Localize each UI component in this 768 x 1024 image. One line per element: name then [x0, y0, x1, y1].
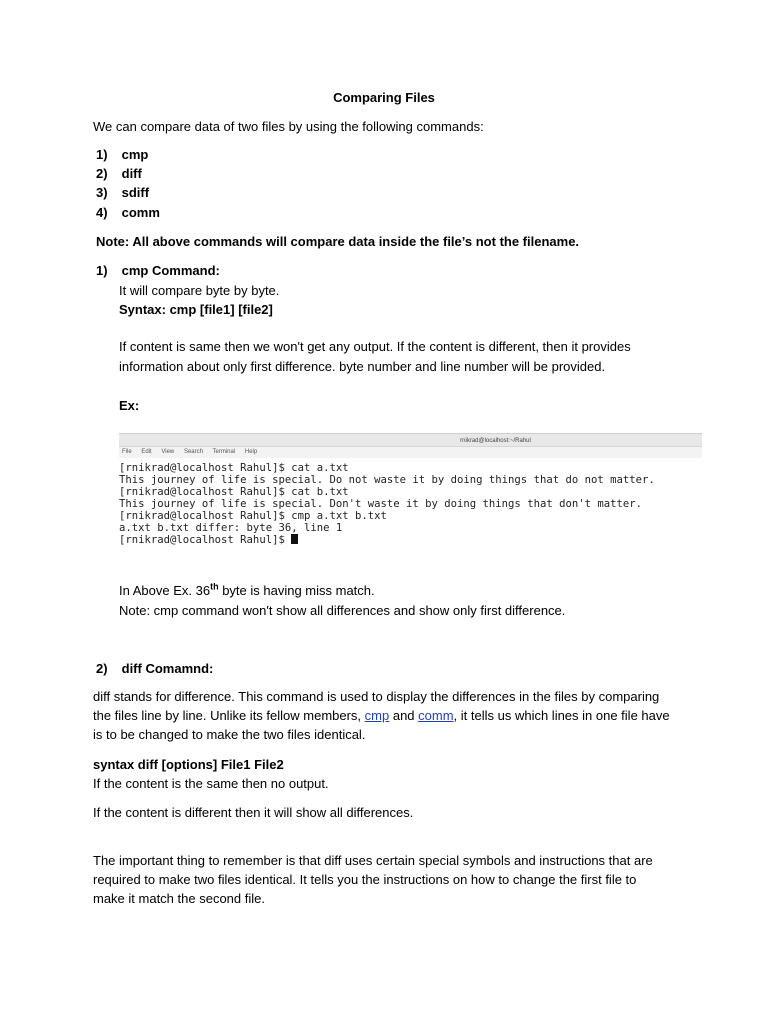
- list-item: 4) comm: [96, 205, 160, 220]
- terminal-line: [rnikrad@localhost Rahul]$ cmp a.txt b.txt: [119, 510, 387, 522]
- diff-different-text: If the content is different then it will show all differences.: [93, 805, 414, 820]
- terminal-title-bar: rnikrad@localhost:~/Rahul: [119, 433, 702, 447]
- terminal-menu-bar: [119, 447, 702, 458]
- cmp-note: Note: cmp command won't show all differences and show only first difference.: [119, 603, 566, 618]
- terminal-prompt-line: [rnikrad@localhost Rahul]$: [119, 534, 702, 546]
- comm-link[interactable]: comm: [418, 708, 454, 723]
- terminal-line: a.txt b.txt differ: byte 36, line 1: [119, 522, 343, 534]
- terminal-screenshot: [119, 433, 702, 568]
- diff-heading: 2) diff Comamnd:: [96, 661, 214, 676]
- diff-syntax: syntax diff [options] File1 File2: [93, 757, 284, 772]
- terminal-line: [rnikrad@localhost Rahul]$ cat b.txt: [119, 486, 349, 498]
- terminal-line: [rnikrad@localhost Rahul]$ cat a.txt: [119, 462, 349, 474]
- cmp-link[interactable]: cmp: [364, 708, 390, 723]
- terminal-line: This journey of life is special. Don't waste it by doing things that don't matter.: [119, 498, 642, 510]
- terminal-menu-search[interactable]: Search: [183, 449, 203, 455]
- terminal-output: [119, 462, 702, 546]
- cmp-description: It will compare byte by byte.: [119, 283, 280, 298]
- diff-important-paragraph: The important thing to remember is that diff uses certain special symbols and instructions that are required to make two files identical. It tells you the instructions on how to change the first file to make it match the second file.: [93, 853, 653, 906]
- cmp-example-explanation: In Above Ex. 36th byte is having miss match.: [119, 581, 375, 598]
- cmp-example-label: Ex:: [119, 398, 140, 413]
- terminal-menu-help[interactable]: Help: [244, 449, 258, 455]
- terminal-line: This journey of life is special. Do not waste it by doing things that do not matter.: [119, 474, 655, 486]
- cmp-syntax: Syntax: cmp [file1] [file2]: [119, 302, 273, 317]
- diff-description: diff stands for difference. This command is used to display the differences in the files by comparing the files line by line. Unlike its fellow members, cmp and comm, it tells us which lines in one file have is to be changed to make the two files identical.: [93, 689, 670, 742]
- list-item: 2) diff: [96, 166, 142, 181]
- terminal-menu-edit[interactable]: Edit: [141, 449, 152, 455]
- cmp-heading: 1) cmp Command:: [96, 263, 220, 278]
- intro-text: We can compare data of two files by using the following commands:: [93, 119, 484, 134]
- diff-same-text: If the content is the same then no output.: [93, 776, 329, 791]
- terminal-menu-view[interactable]: View: [161, 449, 175, 455]
- list-item: 1) cmp: [96, 147, 149, 162]
- terminal-menu-file[interactable]: File: [122, 449, 132, 455]
- terminal-cursor: [291, 534, 298, 544]
- page-title: Comparing Files: [333, 90, 435, 105]
- list-item: 3) sdiff: [96, 185, 150, 200]
- terminal-menu-terminal[interactable]: Terminal: [212, 449, 236, 455]
- note-all-commands: Note: All above commands will compare data inside the file’s not the filename.: [96, 234, 580, 249]
- cmp-info: If content is same then we won't get any output. If the content is different, then it provides information about only first difference. byte number and line number will be provided.: [119, 339, 631, 374]
